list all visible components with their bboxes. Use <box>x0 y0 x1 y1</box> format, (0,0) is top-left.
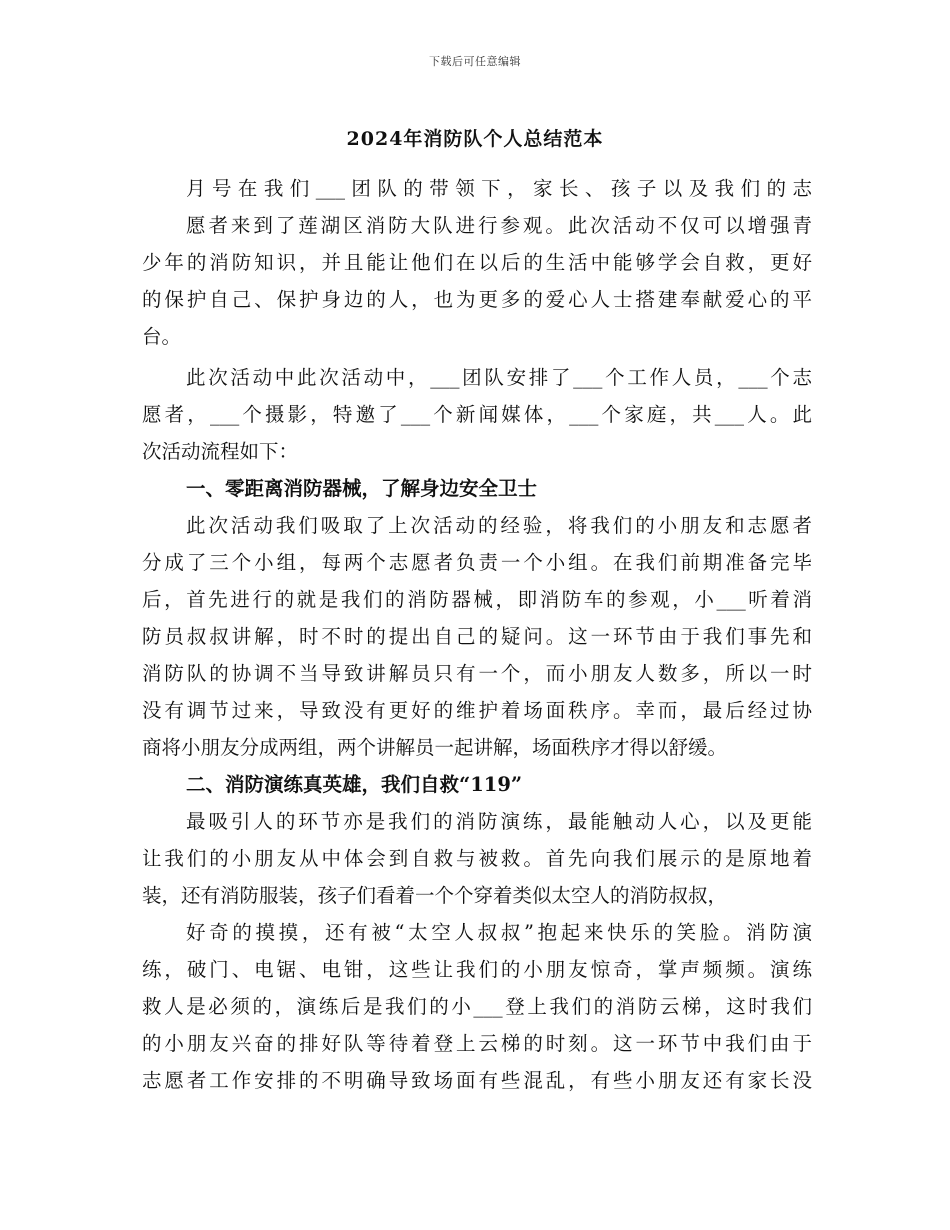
text-line: 愿者来到了莲湖区消防大队进行参观。此次活动不仅可以增强青 <box>186 214 812 237</box>
section-heading: 二、消防演练真英雄，我们自救“119” <box>186 773 523 796</box>
text-line: 台。 <box>142 325 182 348</box>
text-line: 让我们的小朋友从中体会到自救与被救。首先向我们展示的是原地着 <box>142 847 812 870</box>
text-line: 此次活动我们吸取了上次活动的经验，将我们的小朋友和志愿者 <box>186 514 812 537</box>
text-line: 装，还有消防服装，孩子们看着一个个穿着类似太空人的消防叔叔， <box>142 884 728 907</box>
text-line: 次活动流程如下： <box>142 440 299 463</box>
text-line: 防员叔叔讲解，时不时的提出自己的疑问。这一环节由于我们事先和 <box>142 625 812 648</box>
text-line: 分成了三个小组，每两个志愿者负责一个小组。在我们前期准备完毕 <box>142 551 812 574</box>
text-line: 愿者，___个摄影，特邀了___个新闻媒体，___个家庭，共___人。此 <box>142 403 812 426</box>
text-line: 最吸引人的环节亦是我们的消防演练，最能触动人心，以及更能 <box>186 810 812 833</box>
text-line: 此次活动中此次活动中，___团队安排了___个工作人员，___个志 <box>186 366 812 389</box>
text-line: 救人是必须的，演练后是我们的小___登上我们的消防云梯，这时我们 <box>142 995 812 1018</box>
text-line: 的小朋友兴奋的排好队等待着登上云梯的时刻。这一环节中我们由于 <box>142 1032 812 1055</box>
text-line: 练，破门、电锯、电钳，这些让我们的小朋友惊奇，掌声频频。演练 <box>142 958 812 981</box>
text-line: 志愿者工作安排的不明确导致场面有些混乱，有些小朋友还有家长没 <box>142 1069 812 1092</box>
document-body <box>142 170 812 1099</box>
text-line: 后，首先进行的就是我们的消防器械，即消防车的参观，小___听着消 <box>142 588 812 611</box>
document-title: 2024年消防队个人总结范本 <box>346 128 604 150</box>
text-line: 没有调节过来，导致没有更好的维护着场面秩序。幸而，最后经过协 <box>142 699 812 722</box>
text-line: 少年的消防知识，并且能让他们在以后的生活中能够学会自救，更好 <box>142 251 812 274</box>
section-heading: 一、零距离消防器械，了解身边安全卫士 <box>186 477 538 500</box>
header-note: 下载后可任意编辑 <box>429 55 521 68</box>
text-line: 好奇的摸摸，还有被“太空人叔叔”抱起来快乐的笑脸。消防演 <box>186 921 812 944</box>
text-line: 消防队的协调不当导致讲解员只有一个，而小朋友人数多，所以一时 <box>142 662 812 685</box>
text-line: 的保护自己、保护身边的人，也为更多的爱心人士搭建奉献爱心的平 <box>142 288 812 311</box>
text-line: 月号在我们___团队的带领下，家长、孩子以及我们的志 <box>186 177 812 200</box>
text-line: 商将小朋友分成两组，两个讲解员一起讲解，场面秩序才得以舒缓。 <box>142 736 728 759</box>
